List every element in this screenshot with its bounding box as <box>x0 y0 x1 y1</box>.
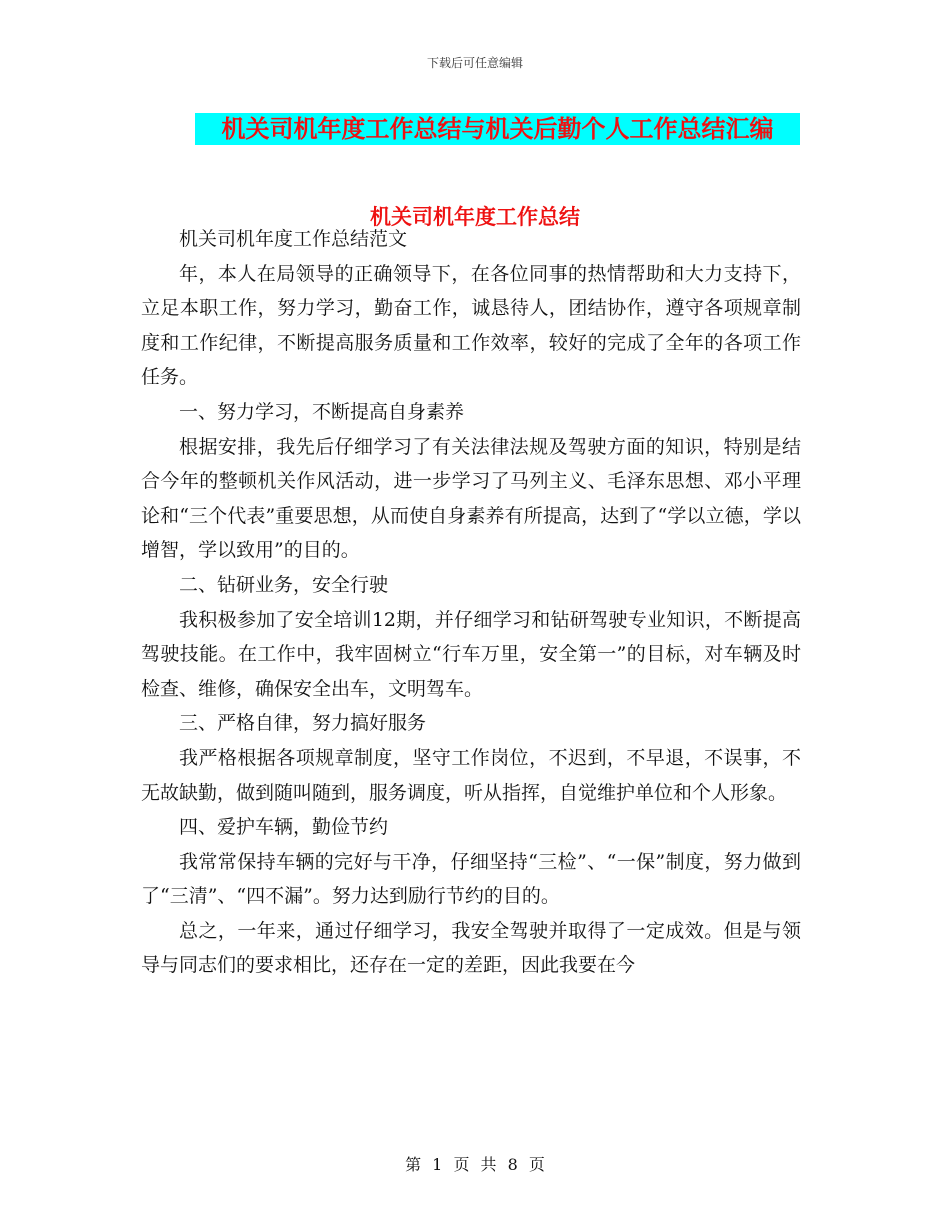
paragraph-intro-title: 机关司机年度工作总结范文 <box>179 228 408 250</box>
section-heading-study: 一、努力学习，不断提高自身素养 <box>179 400 465 423</box>
paragraph-discipline: 我严格根据各项规章制度，坚守工作岗位，不迟到，不早退，不误事，不无故缺勤，做到随叫随到，服务调度，听从指挥，自觉维护单位和个人形象。 <box>141 746 801 804</box>
section-heading-vehicle-care: 四、爱护车辆，勤俭节约 <box>179 816 389 839</box>
paragraph-vehicle-care: 我常常保持车辆的完好与干净，仔细坚持“三检”、“一保”制度，努力做到了“三清”、“四不漏”。努力达到励行节约的目的。 <box>141 850 801 908</box>
paragraph-safety: 我积极参加了安全培训12期，并仔细学习和钻研驾驶专业知识，不断提高驾驶技能。在工作中，我牢固树立“行车万里，安全第一”的目标，对车辆及时检查、维修，确保安全出车，文明驾车。 <box>141 608 801 700</box>
section-heading-discipline: 三、严格自律，努力搞好服务 <box>179 712 427 735</box>
document-title: 机关司机年度工作总结与机关后勤个人工作总结汇编 <box>195 113 800 145</box>
page-number: 第 1 页 共 8 页 <box>405 1155 545 1174</box>
paragraph-summary: 年，本人在局领导的正确领导下，在各位同事的热情帮助和大力支持下，立足本职工作，努力学习，勤奋工作，诚恳待人，团结协作，遵守各项规章制度和工作纪律，不断提高服务质量和工作效率，较好的完成了全年的各项工作任务。 <box>141 262 801 389</box>
document-body <box>141 222 801 983</box>
section-title: 机关司机年度工作总结 <box>370 205 580 229</box>
paragraph-study: 根据安排，我先后仔细学习了有关法律法规及驾驶方面的知识，特别是结合今年的整顿机关作风活动，进一步学习了马列主义、毛泽东思想、邓小平理论和“三个代表”重要思想，从而使自身素养有所提高，达到了“学以立德，学以增智，学以致用”的目的。 <box>141 435 801 562</box>
header-note: 下载后可任意编辑 <box>426 56 523 70</box>
section-heading-safety: 二、钻研业务，安全行驶 <box>179 573 389 596</box>
paragraph-conclusion: 总之，一年来，通过仔细学习，我安全驾驶并取得了一定成效。但是与领导与同志们的要求相比，还存在一定的差距，因此我要在今 <box>141 919 801 977</box>
